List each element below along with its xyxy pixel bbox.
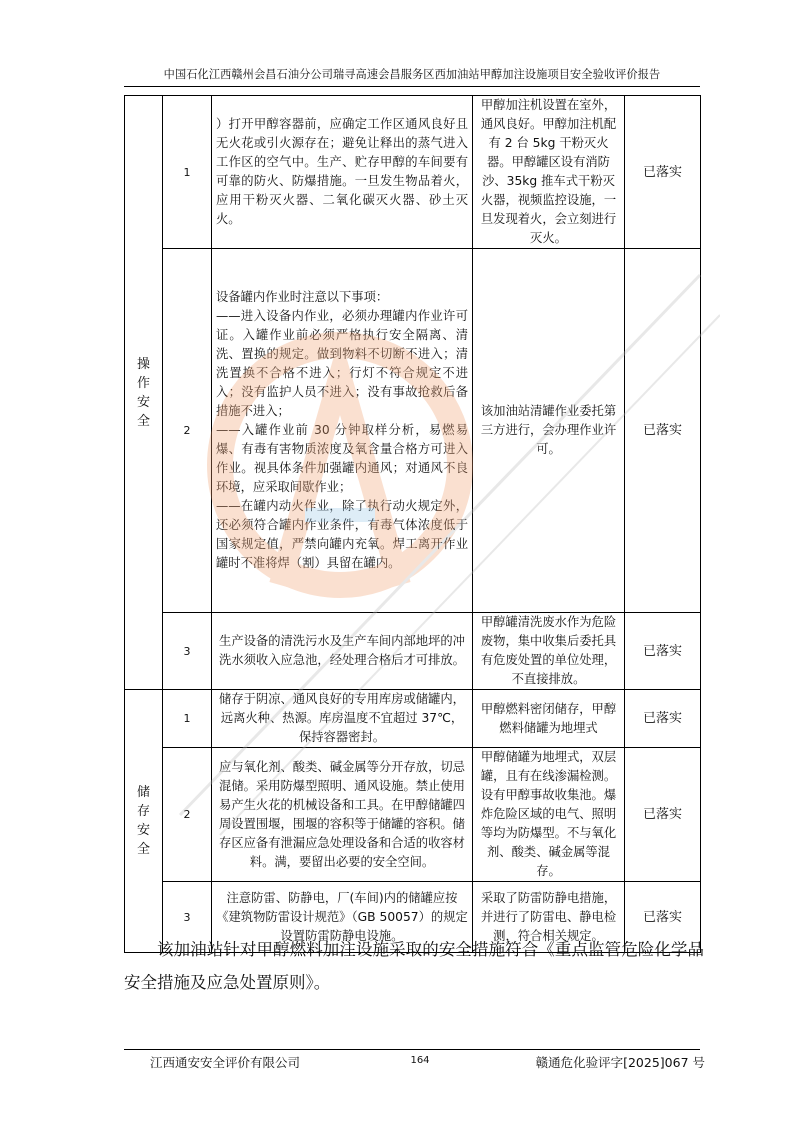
footer-rule — [124, 1049, 700, 1050]
table-row — [125, 249, 701, 613]
row-number: 3 — [163, 613, 212, 690]
status-cell: 已落实 — [625, 748, 701, 882]
requirement-cell: ）打开甲醇容器前，应确定工作区通风良好且无火花或引火源存在；避免让释出的蒸气进入工作区的空气中。生产、贮存甲醇的车间要有可靠的防火、防爆措施。一旦发生物品着火，应用干粉灭火器、二氧化碳灭火器、砂土灭火。 — [212, 96, 473, 249]
row-number: 1 — [163, 690, 212, 748]
page-number: 164 — [410, 1055, 430, 1066]
status-cell: 已落实 — [625, 96, 701, 249]
conclusion-paragraph: 该加油站针对甲醇燃料加注设施采取的安全措施符合《重点监管危险化学品安全措施及应急处置原则》。 — [124, 940, 704, 992]
measure-cell: 甲醇燃料密闭储存，甲醇燃料储罐为地埋式 — [473, 690, 625, 748]
requirement-cell — [212, 249, 473, 613]
status-cell: 已落实 — [625, 249, 701, 613]
category-cell — [125, 690, 163, 953]
category-label: 储存安全 — [136, 785, 150, 857]
status-cell: 已落实 — [625, 690, 701, 748]
measure-cell: 采取了防雷防静电措施，并进行了防雷电、静电检测，符合相关规定。 — [473, 882, 625, 953]
requirement-line: ——在罐内动火作业，除了执行动火规定外，还必须符合罐内作业条件，有毒气体浓度低于国家规定值，严禁向罐内充氧。焊工离开作业罐时不准将焊（割）具留在罐内。 — [216, 499, 468, 570]
footer-doc-number: 赣通危化验评字[2025]067 号 — [535, 1055, 705, 1070]
category-cell — [125, 96, 163, 690]
requirement-line: ——进入设备内作业，必须办理罐内作业许可证。入罐作业前必须严格执行安全隔离、清洗、置换的规定。做到物料不切断不进入；清洗置换不合格不进入；行灯不符合规定不进入；没有监护人员不进入；没有事故抢救后备措施不进入； — [216, 309, 468, 418]
table-row — [125, 96, 701, 249]
requirement-cell: 应与氧化剂、酸类、碱金属等分开存放，切忌混储。采用防爆型照明、通风设施。禁止使用易产生火花的机械设备和工具。在甲醇储罐四周设置围堰，围堰的容积等于储罐的容积。储存区应备有泄漏应急处理设备和合适的收容材料。满，要留出必要的安全空间。 — [212, 748, 473, 882]
row-number: 3 — [163, 882, 212, 953]
row-number: 2 — [163, 748, 212, 882]
measure-cell: 甲醇罐清洗废水作为危险废物，集中收集后委托具有危废处置的单位处理，不直接排放。 — [473, 613, 625, 690]
report-header: 中国石化江西赣州会昌石油分公司瑞寻高速会昌服务区西加油站甲醇加注设施项目安全验收评价报告 — [163, 68, 661, 81]
requirement-line: ——入罐作业前 30 分钟取样分析，易燃易爆、有毒有害物质浓度及氧含量合格方可进入作业。视具体条件加强罐内通风；对通风不良环境，应采取间歇作业； — [216, 423, 468, 494]
requirement-cell: 生产设备的清洗污水及生产车间内部地坪的冲洗水须收入应急池，经处理合格后才可排放。 — [212, 613, 473, 690]
category-label: 操作安全 — [136, 356, 150, 429]
safety-measures-table — [124, 95, 701, 953]
table-row — [125, 690, 701, 748]
requirement-line: 设备罐内作业时注意以下事项： — [216, 290, 389, 304]
requirement-cell: 储存于阴凉、通风良好的专用库房或储罐内，远离火种、热源。库房温度不宜超过 37℃，保持容器密封。 — [212, 690, 473, 748]
status-cell: 已落实 — [625, 882, 701, 953]
row-number: 1 — [163, 96, 212, 249]
footer-company: 江西通安安全评价有限公司 — [150, 1055, 301, 1070]
row-number: 2 — [163, 249, 212, 613]
measure-cell: 甲醇加注机设置在室外，通风良好。甲醇加注机配有 2 台 5kg 干粉灭火器。甲醇罐区设有消防沙、35kg 推车式干粉灭火器，视频监控设施，一旦发现着火，会立刻进行灭火。 — [473, 96, 625, 249]
status-cell: 已落实 — [625, 613, 701, 690]
header-rule — [124, 86, 700, 87]
requirement-cell: 注意防雷、防静电，厂(车间)内的储罐应按《建筑物防雷设计规范》（GB 50057）的规定设置防雷防静电设施。 — [212, 882, 473, 953]
measure-cell: 甲醇储罐为地埋式，双层罐，且有在线渗漏检测。设有甲醇事故收集池。爆炸危险区域的电气、照明等均为防爆型。不与氧化剂、酸类、碱金属等混存。 — [473, 748, 625, 882]
measure-cell: 该加油站清罐作业委托第三方进行，会办理作业许可。 — [473, 249, 625, 613]
table-row — [125, 613, 701, 690]
table-row — [125, 748, 701, 882]
